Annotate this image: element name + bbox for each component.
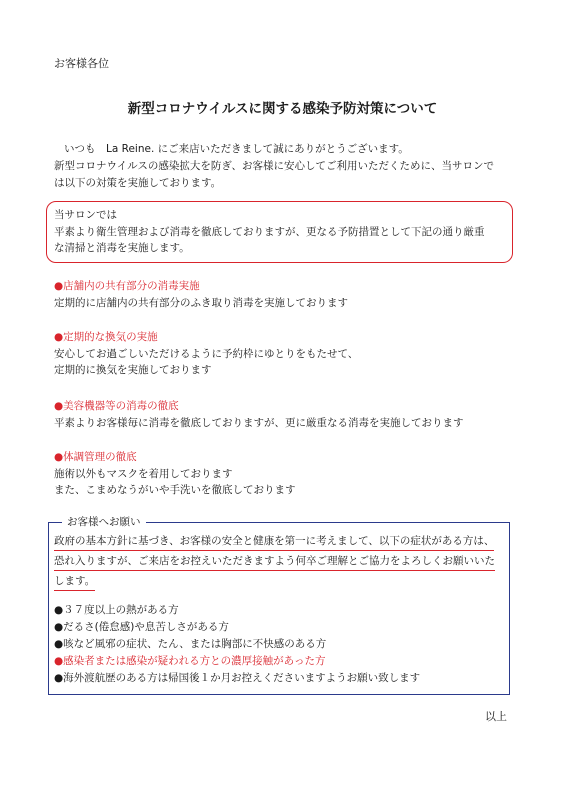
symptom-item: ●だるさ(倦怠感)や息苦しさがある方 [54,621,229,633]
section-line: また、こまめなうがいや手洗いを徹底しております [54,484,296,496]
salon-line: 当サロンでは [54,209,117,221]
symptom-item-highlight: ●感染者または感染が疑われる方との濃厚接触があった方 [54,655,326,667]
symptom-item: ●３７度以上の熱がある方 [54,604,179,616]
document-title: 新型コロナウイルスに関する感染予防対策について [127,101,438,117]
intro-line: は以下の対策を実施しております。 [54,177,222,189]
section-line: 定期的に換気を実施しております [54,364,212,376]
section-line: 定期的に店舗内の共有部分のふき取り消毒を実施しております [54,296,348,309]
closing-mark: 以上 [485,710,507,723]
section-heading: ●体調管理の徹底 [54,451,137,463]
section-disinfection [54,278,348,311]
notice-line: 恐れ入りますが、ご来店をお控えいただきますよう何卒ご理解とご協力をよろしくお願いいた [54,553,495,571]
notice-line: します。 [54,573,95,591]
section-heading: ●定期的な換気の実施 [54,331,158,343]
intro-line: いつも La Reine. にご来店いただきまして誠にありがとうございます。 [64,143,409,155]
salon-notice-text [54,207,485,257]
section-line: 安心してお過ごしいただけるように予約枠にゆとりをもたせて、 [54,347,359,360]
intro-line: 新型コロナウイルスの感染拡大を防ぎ、お客様に安心してご利用いただくために、当サロンで [54,160,494,172]
request-title: お客様へお願い [62,514,146,529]
request-notice [54,533,495,593]
symptom-item: ●咳など風邪の症状、たん、または胸部に不快感のある方 [54,638,327,650]
symptom-item: ●海外渡航歴のある方は帰国後１か月お控えくださいますようお願い致します [54,672,421,684]
section-equipment [54,398,464,431]
section-heading: ●美容機器等の消毒の徹底 [54,400,179,412]
section-ventilation [54,329,358,379]
notice-line: 政府の基本方針に基づき、お客様の安全と健康を第一に考えまして、以下の症状がある方は、 [54,533,494,551]
symptom-list [54,602,420,687]
salon-line: 平素より衛生管理および消毒を徹底しておりますが、更なる予防措置として下記の通り厳重 [54,225,485,238]
greeting: お客様各位 [54,57,109,70]
section-health [54,449,296,499]
section-heading: ●店舗内の共有部分の消毒実施 [54,280,200,292]
salon-line: な清掃と消毒を実施します。 [54,242,190,254]
section-line: 平素よりお客様毎に消毒を徹底しておりますが、更に厳重なる消毒を実施しております [54,416,464,429]
section-line: 施術以外もマスクを着用しております [54,467,233,480]
intro-paragraph [54,141,494,192]
